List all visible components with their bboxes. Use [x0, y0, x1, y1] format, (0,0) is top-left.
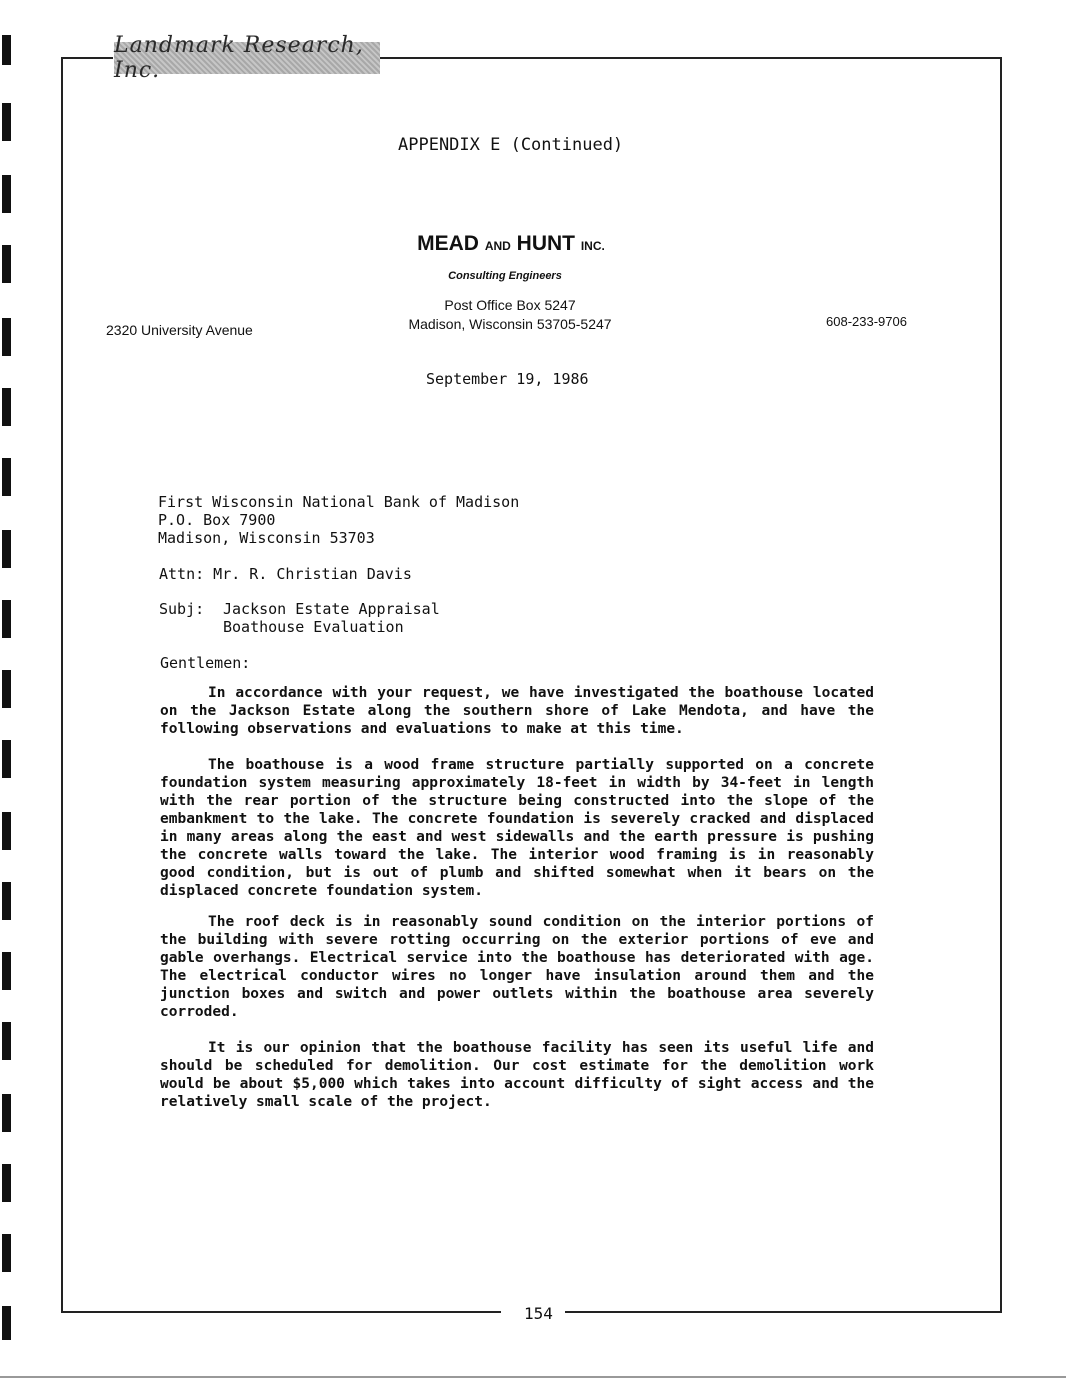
- recipient-line: P.O. Box 7900: [158, 511, 276, 529]
- paragraph-text: It is our opinion that the boathouse facility has seen its useful life and should be scheduled for demolition. Our cost estimate for the demolition work would be about $5,000 which takes into account difficulty of sight access and the relatively small scale of the project.: [160, 1040, 874, 1110]
- binding-mark: [2, 1306, 11, 1340]
- binding-mark: [2, 1022, 11, 1060]
- attention-line: Attn: Mr. R. Christian Davis: [159, 565, 412, 583]
- subject-line: Boathouse Evaluation: [223, 618, 404, 636]
- frame-border: [61, 57, 113, 59]
- body-paragraph: [160, 1039, 874, 1111]
- binding-mark: [2, 882, 11, 920]
- company-name-part: HUNT: [516, 232, 575, 255]
- company-name: [0, 232, 1022, 256]
- frame-border: [61, 1311, 501, 1313]
- subject-block: [159, 600, 440, 636]
- city-line: Madison, Wisconsin 53705-5247: [408, 316, 612, 332]
- bottom-rule: [0, 1376, 1066, 1378]
- company-name-and: AND: [484, 239, 511, 253]
- company-name-inc: INC.: [580, 239, 605, 253]
- recipient-address: [158, 493, 519, 547]
- company-tagline: Consulting Engineers: [448, 270, 562, 282]
- company-name-part: MEAD: [417, 232, 479, 255]
- subject-label: Subj:: [159, 600, 205, 618]
- binding-mark: [2, 812, 11, 850]
- recipient-line: First Wisconsin National Bank of Madison: [158, 493, 520, 511]
- binding-mark: [2, 670, 11, 708]
- binding-mark: [2, 1234, 11, 1272]
- paragraph-text: In accordance with your request, we have investigated the boathouse located on the Jackson Estate along the southern shore of Lake Mendota, and have the following observations and evaluations to make at this time.: [160, 685, 874, 737]
- binding-mark: [2, 1094, 11, 1132]
- binding-mark: [2, 458, 11, 496]
- body-paragraph: [160, 913, 874, 1021]
- logo-text: Landmark Research, Inc.: [114, 33, 364, 83]
- appendix-title: APPENDIX E (Continued): [398, 135, 624, 155]
- frame-border: [380, 57, 1002, 59]
- paragraph-text: The roof deck is in reasonably sound condition on the interior portions of the building with severe rotting occurring on the exterior portions of eve and gable overhangs. Electrical service into the boathouse has deteriorated with age. The electrical conductor wires no longer have insulation around them and the junction boxes and switch and power outlets within the boathouse area severely corroded.: [160, 914, 874, 1020]
- po-box: Post Office Box 5247: [444, 297, 576, 313]
- body-paragraph: [160, 756, 874, 900]
- letter-date: September 19, 1986: [426, 370, 589, 388]
- page-number: 154: [520, 1304, 557, 1323]
- binding-mark: [2, 175, 11, 213]
- landmark-research-logo: [114, 33, 380, 83]
- binding-mark: [2, 103, 11, 141]
- binding-mark: [2, 35, 11, 65]
- recipient-line: Madison, Wisconsin 53703: [158, 529, 375, 547]
- binding-mark: [2, 530, 11, 568]
- greeting: Gentlemen:: [160, 654, 251, 672]
- street-address: 2320 University Avenue: [106, 322, 253, 338]
- binding-mark: [2, 952, 11, 990]
- binding-mark: [2, 740, 11, 778]
- binding-mark: [2, 1164, 11, 1202]
- body-paragraph: [160, 684, 874, 738]
- frame-border: [565, 1311, 1002, 1313]
- subject-line: Jackson Estate Appraisal: [223, 600, 440, 618]
- binding-mark: [2, 600, 11, 638]
- phone-number: 608-233-9706: [826, 314, 907, 329]
- binding-mark: [2, 388, 11, 426]
- paragraph-text: The boathouse is a wood frame structure partially supported on a concrete foundation system measuring approximately 18-feet in width by 34-feet in length with the rear portion of the structure being constructed into the slope of the embankment to the lake. The concrete foundation is severely cracked and displaced in many areas along the east and west sidewalls and the earth pressure is pushing the concrete walls toward the lake. The interior wood framing is in reasonably good condition, but is out of plumb and shifted somewhat when it bears on the displaced concrete foundation system.: [160, 757, 874, 899]
